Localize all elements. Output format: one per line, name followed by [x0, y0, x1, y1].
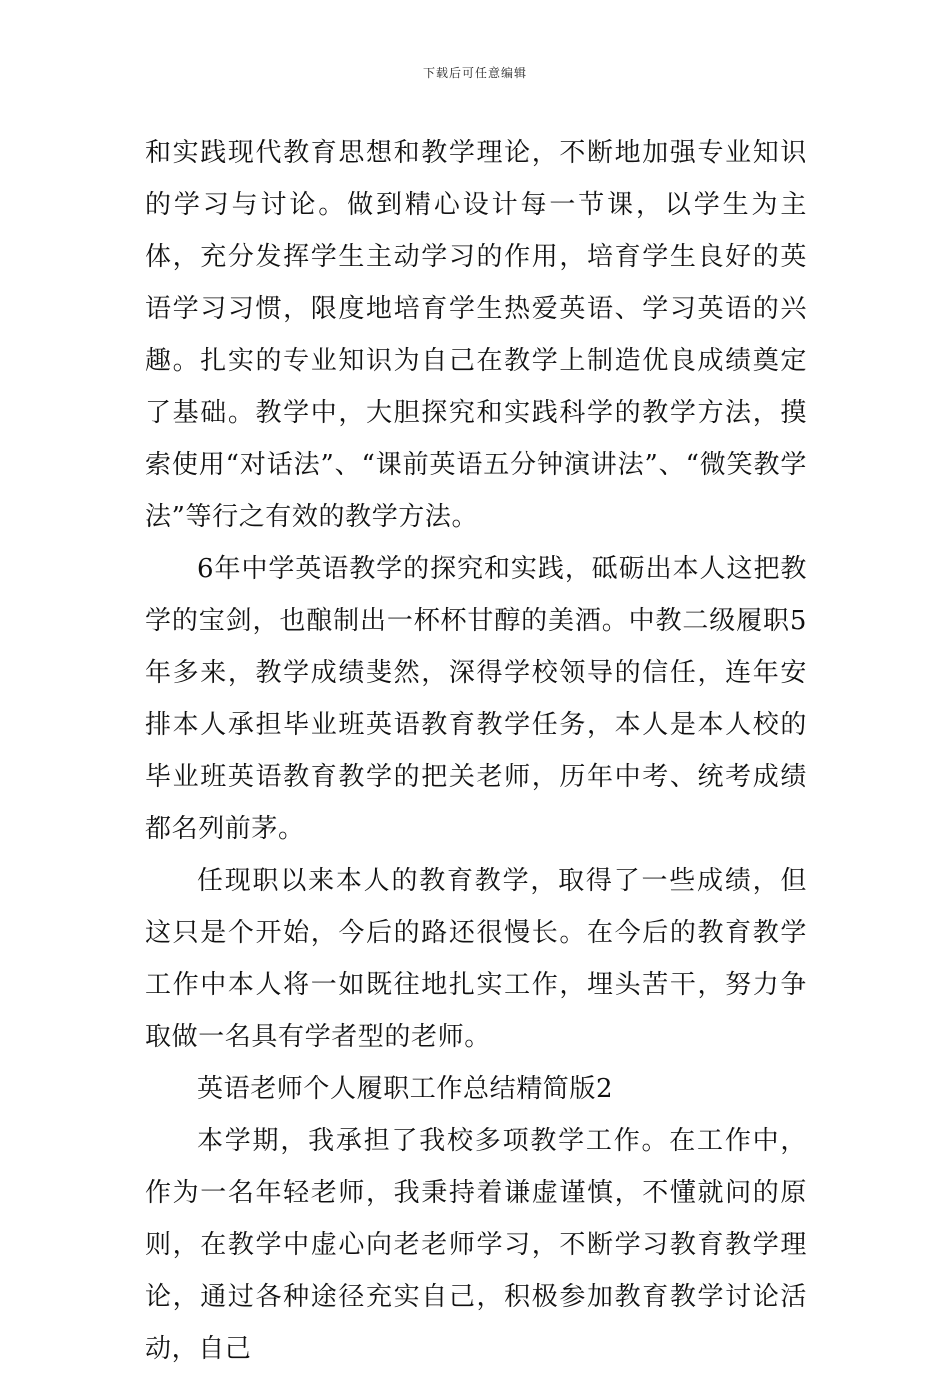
paragraph-experience: 6年中学英语教学的探究和实践，砥砺出本人这把教学的宝剑，也酿制出一杯杯甘醇的美酒。中教二级履职5年多来，教学成绩斐然，深得学校领导的信任，连年安排本人承担毕业班英语教育教学任务，本人是本人校的毕业班英语教育教学的把关老师，历年中考、统考成绩都名列前茅。: [145, 554, 807, 844]
paragraph-semester: 本学期，我承担了我校多项教学工作。在工作中，作为一名年轻老师，我秉持着谦虚谨慎，不懂就问的原则，在教学中虚心向老老师学习，不断学习教育教学理论，通过各种途径充实自己，积极参加教育教学讨论活动，自己: [145, 1126, 807, 1364]
document-body: [145, 127, 807, 1375]
paragraph-continuation: 和实践现代教育思想和教学理论，不断地加强专业知识的学习与讨论。做到精心设计每一节课，以学生为主体，充分发挥学生主动学习的作用，培育学生良好的英语学习习惯，限度地培育学生热爱英语、学习英语的兴趣。扎实的专业知识为自己在教学上制造优良成绩奠定了基础。教学中，大胆探究和实践科学的教学方法，摸索使用“对话法”、“课前英语五分钟演讲法”、“微笑教学法”等行之有效的教学方法。: [145, 138, 807, 532]
paragraph-outlook: 任现职以来本人的教育教学，取得了一些成绩，但这只是个开始，今后的路还很慢长。在今后的教育教学工作中本人将一如既往地扎实工作，埋头苦干，努力争取做一名具有学者型的老师。: [145, 866, 807, 1052]
section-heading: 英语老师个人履职工作总结精简版2: [197, 1074, 614, 1104]
page-header-note: 下载后可任意编辑: [422, 66, 527, 80]
